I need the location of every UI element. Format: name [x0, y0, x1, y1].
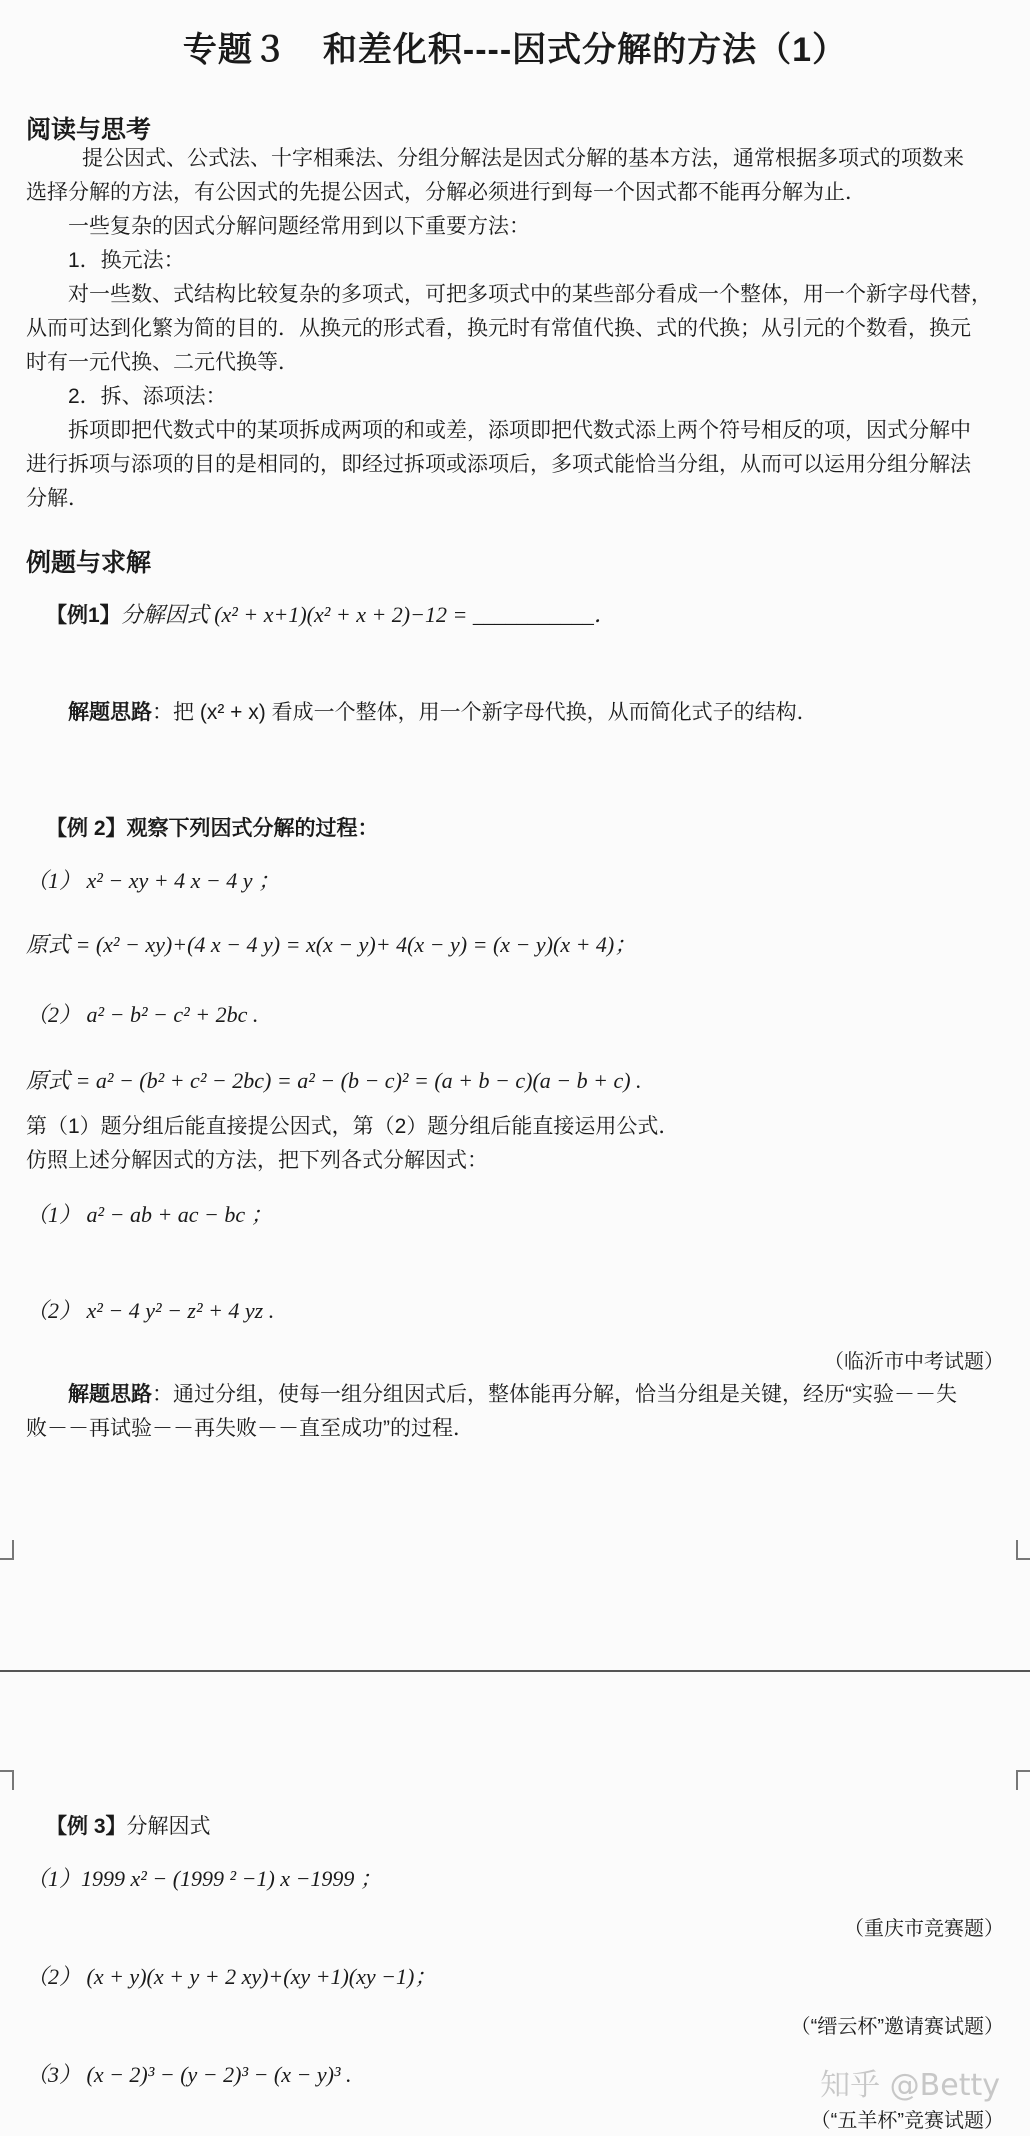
crop-mark-left-top	[0, 1770, 14, 1790]
method-2-line-2: 进行拆项与添项的目的是相同的，即经过拆项或添项后，多项式能恰当分组，从而可以运用分组分解法	[26, 453, 971, 476]
example-2-hint	[68, 1378, 957, 1408]
reading-paragraph-1-line-1: 提公因式、公式法、十字相乘法、分组分解法是因式分解的基本方法，通常根据多项式的项数来	[82, 147, 964, 170]
example-3-question-2: （2） (x + y)(x + y + 2 xy)+(xy +1)(xy −1)；	[26, 1964, 437, 1989]
example-3-question-1: （1）1999 x² − (1999 ² −1) x −1999 ；	[26, 1866, 382, 1891]
example-2-label: 【例 2】观察下列因式分解的过程：	[46, 817, 379, 840]
example-2-practice-2: （2） x² − 4 y² − z² + 4 yz .	[26, 1298, 275, 1323]
reading-paragraph-1-line-2: 选择分解的方法，有公因式的先提公因式，分解必须进行到每一个因式都不能再分解为止．	[26, 181, 866, 204]
example-2-answer-2: 原式 = a² − (b² + c² − 2bc) = a² − (b − c)² = (a + b − c)(a − b + c) .	[26, 1068, 642, 1093]
example-2-hint-line-1: ：通过分组，使每一组分组因式后，整体能再分解，恰当分组是关键，经历“实验－－失	[152, 1383, 957, 1406]
method-1-line-1: 对一些数、式结构比较复杂的多项式，可把多项式中的某些部分看成一个整体，用一个新字母代替，	[68, 283, 992, 306]
example-1	[46, 598, 616, 629]
example-1-hint-label: 解题思路	[68, 701, 152, 724]
example-1-hint	[68, 696, 818, 726]
page-title: 专题３ 和差化积----因式分解的方法（1）	[182, 31, 848, 69]
example-3	[46, 1810, 211, 1840]
example-3-text: 分解因式	[126, 1815, 211, 1838]
example-3-source-2: （“缙云杯”邀请赛试题）	[790, 2016, 1004, 2038]
example-1-label: 【例1】	[46, 604, 121, 627]
examples-heading: 例题与求解	[26, 549, 152, 577]
example-2-note-2: 仿照上述分解因式的方法，把下列各式分解因式：	[26, 1149, 488, 1172]
method-1-line-2: 从而可达到化繁为简的目的．从换元的形式看，换元时有常值代换、式的代换；从引元的个数看，换元	[26, 317, 971, 340]
method-2-line-3: 分解．	[26, 487, 89, 510]
method-1-line-3: 时有一元代换、二元代换等．	[26, 351, 299, 374]
example-2-question-2: （2） a² − b² − c² + 2bc .	[26, 1002, 259, 1027]
example-2-source: （临沂市中考试题）	[824, 1351, 1004, 1373]
method-2-line-1: 拆项即把代数式中的某项拆成两项的和或差，添项即把代数式添上两个符号相反的项，因式分解中	[68, 419, 971, 442]
reading-heading: 阅读与思考	[26, 116, 152, 144]
example-3-source-1: （重庆市竞赛题）	[844, 1918, 1004, 1940]
crop-mark-left-bottom	[0, 1540, 14, 1560]
example-2-note-1: 第（1）题分组后能直接提公因式，第（2）题分组后能直接运用公式．	[26, 1115, 680, 1138]
example-1-text: 分解因式 (x² + x+1)(x² + x + 2)−12 = ___________．	[120, 602, 616, 627]
method-1-title: 1．换元法：	[68, 249, 185, 272]
example-2-answer-1: 原式 = (x² − xy)+(4 x − 4 y) = x(x − y)+ 4(x − y) = (x − y)(x + 4)；	[26, 932, 637, 957]
example-2-hint-label: 解题思路	[68, 1383, 152, 1406]
example-3-source-3: （“五羊杯”竞赛试题）	[810, 2110, 1004, 2132]
example-3-question-3: （3） (x − 2)³ − (y − 2)³ − (x − y)³ .	[26, 2062, 352, 2087]
example-2-hint-line-2: 败－－再试验－－再失败－－直至成功”的过程．	[26, 1417, 474, 1440]
example-3-label: 【例 3】	[46, 1815, 127, 1838]
example-1-hint-text: ：把 (x² + x) 看成一个整体，用一个新字母代换，从而简化式子的结构．	[152, 701, 818, 724]
example-2-practice-1: （1） a² − ab + ac − bc ；	[26, 1202, 273, 1227]
method-2-title: 2．拆、添项法：	[68, 385, 227, 408]
watermark: 知乎 @Betty	[820, 2068, 1000, 2103]
reading-paragraph-2: 一些复杂的因式分解问题经常用到以下重要方法：	[68, 215, 530, 238]
crop-mark-right-top	[1016, 1770, 1030, 1790]
example-2-question-1: （1） x² − xy + 4 x − 4 y ；	[26, 868, 280, 893]
page-break-divider	[0, 1670, 1030, 1672]
crop-mark-right-bottom	[1016, 1540, 1030, 1560]
